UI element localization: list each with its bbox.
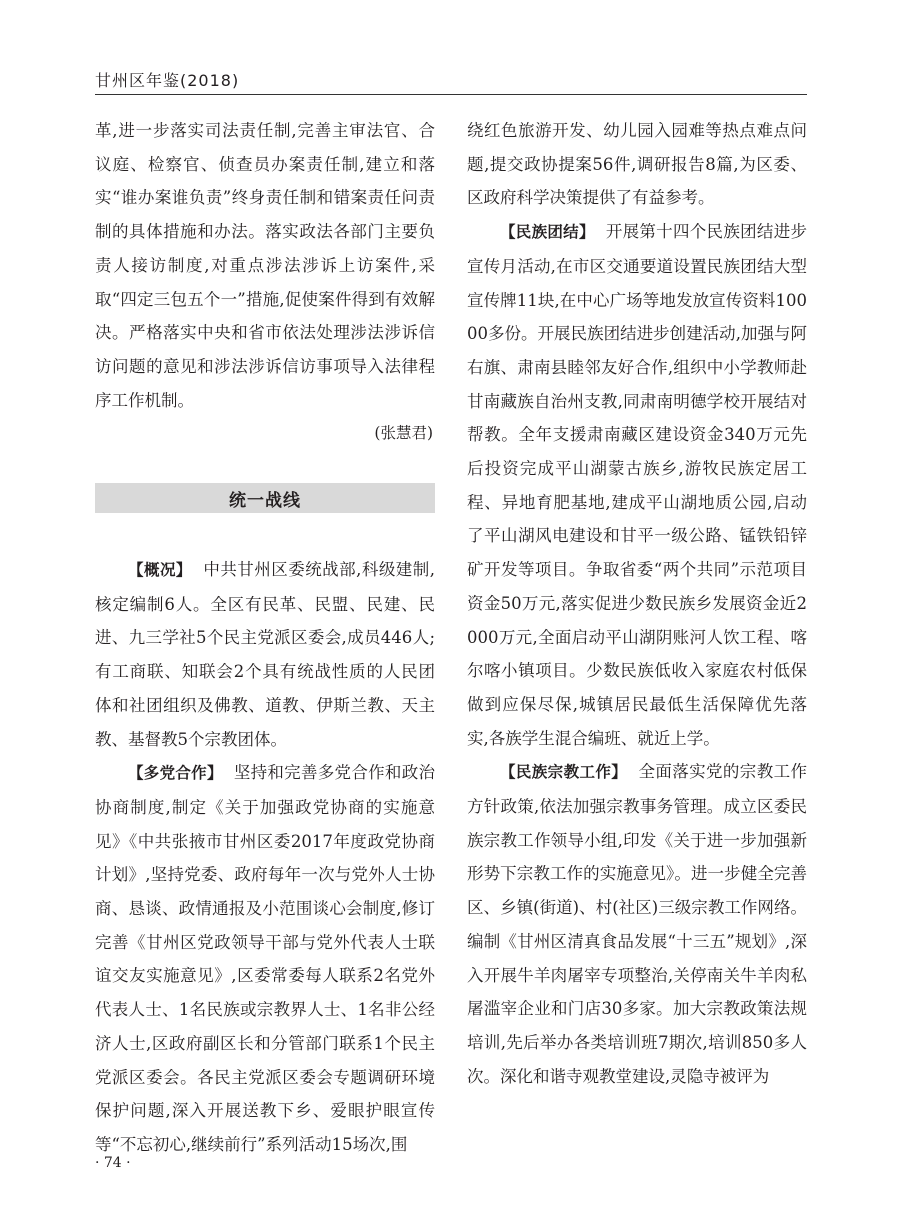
continued-paragraph-right: 绕红色旅游开发、幼儿园入园难等热点难点问题,提交政协提案56件,调研报告8篇,为区委、区政府科学决策提供了有益参考。 xyxy=(467,121,807,208)
author-attribution: (张慧君) xyxy=(374,424,433,443)
header-divider xyxy=(95,94,807,95)
multiparty-text: 坚持和完善多党合作和政治协商制度,制定《关于加强政党协商的实施意见》《中共张掖市甘州区委2017年度政党协商计划》,坚持党委、政府每年一次与党外人士协商、恳谈、政情通报及小范围谈心会制度,修订完善《甘州区党政领导干部与党外代表人士联谊交友实施意见》,区委常委每人联系2名党外代表人士、1名民族或宗教界人士、1名非公经济人士,区政府副区长和分管部门联系1个民主党派区委会。各民主党派区委会专题调研环境保护问题,深入开展送教下乡、爱眼护眼宣传等“不忘初心,继续前行”系列活动15场次,围 xyxy=(95,763,435,1154)
ethnic-unity-tag: 【民族团结】 xyxy=(500,223,595,242)
section-title: 统一战线 xyxy=(229,490,301,511)
multiparty-paragraph xyxy=(95,756,435,1161)
ethnic-unity-paragraph xyxy=(467,215,807,755)
right-column xyxy=(467,114,807,1093)
section-heading-band xyxy=(95,483,435,513)
overview-paragraph xyxy=(95,553,435,756)
running-header-title: 甘州区年鉴(2018) xyxy=(95,71,240,90)
religion-tag: 【民族宗教工作】 xyxy=(500,763,628,782)
religion-text: 全面落实党的宗教工作方针政策,依法加强宗教事务管理。成立区委民族宗教工作领导小组,印发《关于进一步加强新形势下宗教工作的实施意见》。进一步健全完善区、乡镇(街道)、村(社区)三级宗教工作网络。编制《甘州区清真食品发展“十三五”规划》,深入开展牛羊肉屠宰专项整治,关停南关牛羊肉私屠滥宰企业和门店30多家。加大宗教政策法规培训,先后举办各类培训班7期次,培训850多人次。深化和谐寺观教堂建设,灵隐寺被评为 xyxy=(467,762,807,1086)
left-column xyxy=(95,114,435,1162)
section-spacer xyxy=(95,513,435,553)
religion-paragraph xyxy=(467,755,807,1093)
overview-text: 中共甘州区委统战部,科级建制,核定编制6人。全区有民革、民盟、民建、民进、九三学社5个民主党派区委会,成员446人;有工商联、知联会2个具有统战性质的人民团体和社团组织及佛教、道教、伊斯兰教、天主教、基督教5个宗教团体。 xyxy=(95,560,435,749)
page-number: · 74 · xyxy=(95,1155,131,1171)
continued-paragraph: 革,进一步落实司法责任制,完善主审法官、合议庭、检察官、侦查员办案责任制,建立和落实“谁办案谁负责”终身责任制和错案责任问责制的具体措施和办法。落实政法各部门主要负责人接访制度,对重点涉法涉诉上访案件,采取“四定三包五个一”措施,促使案件得到有效解决。严格落实中央和省市依法处理涉法涉诉信访问题的意见和涉法涉诉信访事项导入法律程序工作机制。 xyxy=(95,121,435,410)
overview-tag: 【概况】 xyxy=(128,561,192,580)
ethnic-unity-text: 开展第十四个民族团结进步宣传月活动,在市区交通要道设置民族团结大型宣传牌11块,在中心广场等地发放宣传资料10000多份。开展民族团结进步创建活动,加强与阿右旗、肃南县睦邻友好合作,组织中小学教师赴甘南藏族自治州支教,同肃南明德学校开展结对帮教。全年支援肃南藏区建设资金340万元先后投资完成平山湖蒙古族乡,游牧民族定居工程、异地育肥基地,建成平山湖地质公园,启动了平山湖风电建设和甘平一级公路、锰铁铅锌矿开发等项目。争取省委“两个共同”示范项目资金50万元,落实促进少数民族乡发展资金近2000万元,全面启动平山湖阴账河人饮工程、喀尔喀小镇项目。少数民族低收入家庭农村低保做到应保尽保,城镇居民最低生活保障优先落实,各族学生混合编班、就近上学。 xyxy=(467,222,807,748)
multiparty-tag: 【多党合作】 xyxy=(128,764,223,783)
